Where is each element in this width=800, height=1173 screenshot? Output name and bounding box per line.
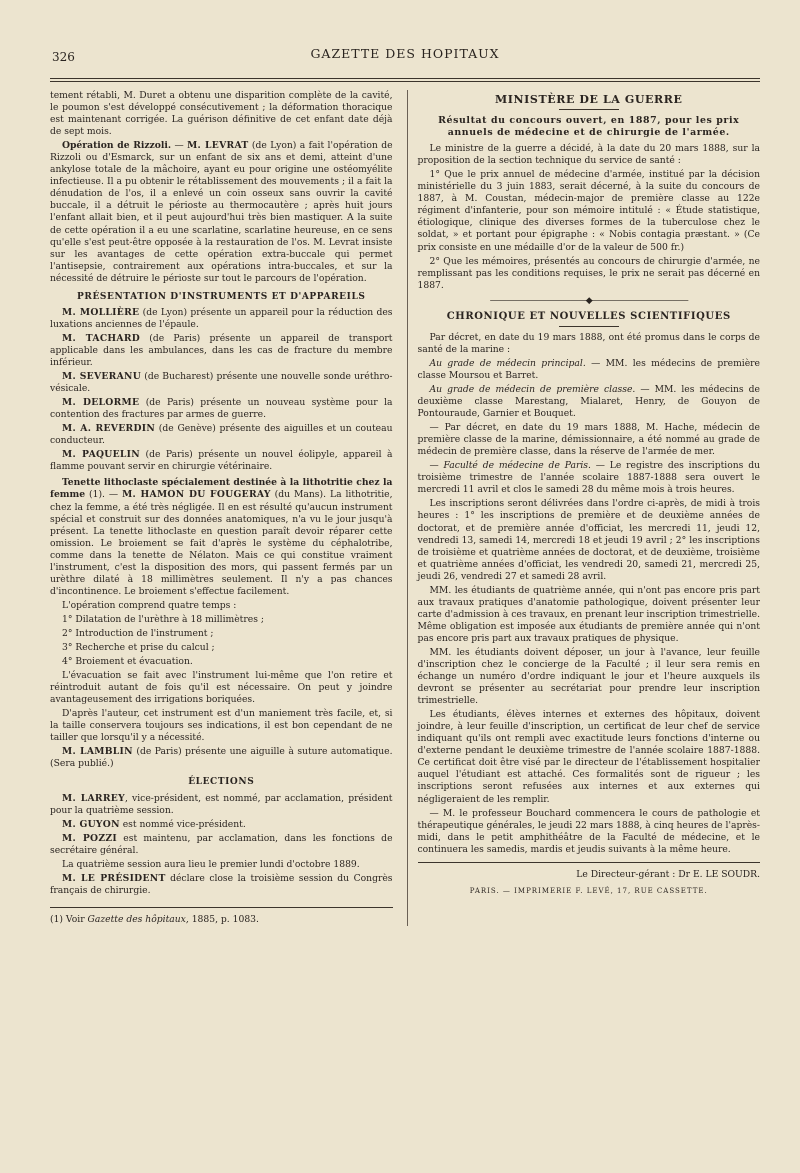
header-rule <box>50 78 760 82</box>
presentation-item <box>50 423 393 447</box>
rizzoli-paragraph: Opération de Rizzoli. — M. LEVRAT (de Lyon) a fait l'opération de Rizzoli ou d'Esmarck, sur un enfant de six ans et demi, atteint d'une ankylose totale de la mâchoire, ayant eu pour origine une ostéomyélite infectieuse. Il a pu obtenir le rétablissement des mouvements ; il a fait la dénudation de l'os, il a enlevé un coin osseux sans ouvrir la cavité buccale, il a détruit le périoste au thermocautère ; après huit jours l'enfant allait bien, et il peut aujourd'hui très bien mastiquer. A la suite de cette opération il a eu une scarlatine, scarlatine heureuse, en ce sens qu'elle s'est peut-être opposée à la restauration de l'os. M. Levrat insiste sur les avantages de cette opération extra-buccale qui permet l'antisepsie, contrairement aux opérations intra-buccales, et sur la nécessité de détruire le périoste sur tout le parcours de l'opération. <box>50 140 393 284</box>
election-text: est nommé vice-président. <box>119 818 246 830</box>
chronique-heading: Au grade de médecin de première classe. <box>429 383 636 395</box>
tenette-paragraph: Tenette lithoclaste spécialement destinée à la lithotritie chez la femme (1). — M. HAMON DU FOUGERAY (du Mans). La lithotritie, chez la femme, a été très négligée. Il en est résulté qu'aucun instrument spécial et construit sur des données anatomiques, n'a vu le jour jusqu'à présent. La tenette lithoclaste en question paraît devoir réparer cette omission. Le broiement se fait d'après le système du céphalotribe, comme dans la tenette de Nélaton. Mais ce qui constitue vraiment l'instrument, c'est la disposition des mors, qui passent fermés par un urèthre dilaté à 18 millimètres seulement. Il n'y a pas chances d'incontinence. Le broiement s'effectue facilement. <box>50 477 393 597</box>
election-author: M. LARREY <box>62 792 125 804</box>
election-item <box>50 819 393 831</box>
election-author: M. POZZI <box>62 832 117 844</box>
footnote-suffix: 1885, p. 1083. <box>191 913 259 925</box>
president-author: M. LE PRÉSIDENT <box>62 872 166 884</box>
tenette-title: Tenette lithoclaste spécialement destinée à la lithotritie chez la femme <box>50 477 393 501</box>
author-paragraph: D'après l'auteur, cet instrument est d'un maniement très facile, et, si la taille conservera toujours ses indications, il est bon cependant de ne tailler que lorsqu'il y a nécessité. <box>50 708 393 744</box>
president-text: déclare close la troisième session du Congrès français de chirurgie. <box>50 872 393 896</box>
tenette-text: (du Mans). La lithotritie, chez la femme, a été très négligée. Il en est résulté qu'aucun instrument spécial et construit sur des données anatomiques, n'a vu le jour jusqu'à présent. La tenette lithoclaste en question paraît devoir réparer cette omission. Le broiement se fait d'après le système du céphalotribe, comme dans la tenette de Nélaton. Mais ce qui constitue vraiment l'instrument, c'est la disposition des mors, qui passent fermés par un urèthre dilaté à 18 millimètres seulement. Il n'y a pas chances d'incontinence. Le broiement s'effectue facilement. <box>50 489 393 597</box>
concours-paragraph: 1° Que le prix annuel de médecine d'armée, institué par la décision ministérielle du 3 juin 1883, serait décerné, à la suite du concours de 1887, à M. Coustan, médecin-major de première classe au 122e régiment d'infanterie, pour son mémoire intitulé : « Étude statistique, étiologique, clinique des diverses formes de la tuberculose chez le soldat, » et portant pour épigraphe : « Nobis contagia præstant. » (Ce prix consiste en une médaille d'or de la valeur de 500 fr.) <box>417 169 760 253</box>
title-rule <box>559 109 619 110</box>
presentation-item <box>50 449 393 473</box>
page-number: 326 <box>52 50 75 64</box>
lamblin-paragraph <box>50 746 393 770</box>
journal-title: GAZETTE DES HOPITAUX <box>310 46 500 61</box>
election-author: M. GUYON <box>62 818 120 830</box>
tenette-ref: (1). <box>89 489 105 501</box>
election-text: , vice-président, est nommé, par acclamation, président pour la quatrième session. <box>50 792 393 816</box>
presentation-item <box>50 333 393 369</box>
footnote-prefix: (1) Voir <box>50 913 85 925</box>
operation-steps <box>50 600 393 668</box>
chronique-paragraph: MM. les étudiants doivent déposer, un jour à l'avance, leur feuille d'inscription chez le concierge de la Faculté ; il leur sera remis en échange un numéro d'ordre indiquant le jour et l'heure auxquels ils devront se présenter au secrétariat pour prendre leur inscription trimestrielle. <box>417 646 760 707</box>
signature: Le Directeur-gérant : Dr E. LE SOUDR. <box>576 868 760 880</box>
presentation-author: M. DELORME <box>62 397 140 409</box>
presentation-author: M. SEVERANU <box>62 371 142 383</box>
chronique-paragraph: — Faculté de médecine de Paris. — Le registre des inscriptions du troisième trimestre de l'année scolaire 1887-1888 sera ouvert le mercredi 11 avril et clos le samedi 28 du même mois à trois heures. <box>417 460 760 496</box>
operation-intro: L'opération comprend quatre temps : <box>62 599 237 611</box>
lamblin-author: M. LAMBLIN <box>62 746 133 758</box>
title-rule <box>559 326 619 327</box>
concours-paragraph: 2° Que les mémoires, présentés au concours de chirurgie d'armée, ne remplissant pas les conditions requises, le prix ne serait pas décerné en 1887. <box>417 255 760 291</box>
concours-title: Résultat du concours ouvert, en 1887, pour les prix annuels de médecine et de chirurgie de l'armée. <box>438 115 740 139</box>
chronique-heading: Au grade de médecin principal. <box>429 357 586 369</box>
columns <box>50 90 760 926</box>
printer-line: PARIS. — IMPRIMERIE F. LEVÉ, 17, RUE CASSETTE. <box>469 886 708 895</box>
intro-paragraph: tement rétabli, M. Duret a obtenu une disparition complète de la cavité, le poumon s'est développé consécutivement ; la déformation thoracique est maintenant corrigée. La guérison définitive de cet enfant date déjà de sept mois. <box>50 90 393 138</box>
page-header <box>50 40 760 66</box>
concours-paragraph: Le ministre de la guerre a décidé, à la date du 20 mars 1888, sur la proposition de la section technique du service de santé : <box>417 143 760 167</box>
president-paragraph <box>50 873 393 897</box>
presentation-item <box>50 307 393 331</box>
presentation-text: (de Lyon) présente un appareil pour la réduction des luxations anciennes de l'épaule. <box>50 306 393 330</box>
session-paragraph: La quatrième session aura lieu le premier lundi d'octobre 1889. <box>62 858 360 870</box>
presentation-text: (de Paris) présente un appareil de transport applicable dans les ambulances, dans les cas de fracture du membre inférieur. <box>50 332 393 368</box>
chronique-text: — Le registre des inscriptions du troisième trimestre de l'année scolaire 1887-1888 sera ouvert le mercredi 11 avril et clos le samedi 28 du même mois à trois heures. <box>417 460 760 496</box>
operation-step: 3° Recherche et prise du calcul ; <box>62 642 215 654</box>
presentation-title: PRÉSENTATION D'INSTRUMENTS ET D'APPAREILS <box>77 291 366 302</box>
chronique-paragraph: MM. les étudiants de quatrième année, qui n'ont pas encore pris part aux travaux pratiques d'anatomie pathologique, doivent présenter leur carte d'admission à ces travaux, en prenant leur inscription trimestrielle. Même obligation est imposée aux étudiants de première année qui n'ont pas encore pris part aux travaux pratiques de physique. <box>417 584 760 644</box>
footnote <box>50 907 393 926</box>
presentation-author: M. PAQUELIN <box>62 449 140 461</box>
left-column <box>50 90 393 926</box>
operation-step: 2° Introduction de l'instrument ; <box>62 627 214 639</box>
election-item <box>50 833 393 857</box>
presentation-author: M. TACHARD <box>62 332 141 344</box>
presentation-text: (de Paris) présente un nouvel éolipyle, appareil à flamme pouvant servir en chirurgie vétérinaire. <box>50 449 393 473</box>
presentation-author: M. A. REVERDIN <box>62 423 156 435</box>
chronique-paragraph: Par décret, en date du 19 mars 1888, ont été promus dans le corps de santé de la marine : <box>417 331 760 355</box>
tenette-author: M. HAMON DU FOUGERAY <box>122 489 271 501</box>
signature-rule <box>418 862 761 863</box>
presentation-item <box>50 397 393 421</box>
evacuation-paragraph: L'évacuation se fait avec l'instrument lui-même que l'on retire et réintroduit autant de fois qu'il est nécessaire. On peut y joindre avantageusement des irrigations boriquées. <box>50 670 393 706</box>
rizzoli-title: Opération de Rizzoli. <box>62 140 172 152</box>
election-text: est maintenu, par acclamation, dans les fonctions de secrétaire général. <box>50 832 393 856</box>
chronique-paragraph: Les étudiants, élèves internes et externes des hôpitaux, doivent joindre, à leur feuille d'inscription, un certificat de leur chef de service indiquant qu'ils ont rempli avec exactitude leurs fonctions d'interne ou d'externe pendant le deuxième trimestre de l'année scolaire 1887-1888. Ce certificat doit être visé par le directeur de l'établissement hospitalier auquel l'étudiant est attaché. Ces formalités sont de rigueur ; les inscriptions seront refusées aux internes et aux externes qui négligeraient de les remplir. <box>417 709 760 805</box>
footnote-journal: Gazette des hôpitaux, <box>87 913 189 925</box>
operation-step: 4° Broiement et évacuation. <box>62 656 193 668</box>
chronique-paragraph: — Par décret, en date du 19 mars 1888, M. Hache, médecin de première classe de la marine, démissionnaire, a été nommé au grade de médecin de première classe, dans la réserve de l'armée de mer. <box>417 422 760 458</box>
ministry-title: MINISTÈRE DE LA GUERRE <box>495 93 683 106</box>
presentation-author: M. MOLLIÈRE <box>62 306 140 318</box>
chronique-heading: Faculté de médecine de Paris. <box>443 460 591 472</box>
presentation-text: (de Bucharest) présente une nouvelle sonde uréthro-vésicale. <box>50 371 393 395</box>
chronique-paragraph <box>418 384 761 420</box>
chronique-paragraph: Les inscriptions seront délivrées dans l'ordre ci-après, de midi à trois heures : 1° les inscriptions de première et de deuxième années de doctorat, et de première année d'officiat, les mercredi 11, jeudi 12, vendredi 13, samedi 14, mercredi 18 et jeudi 19 avril ; 2° les inscriptions de troisième et quatrième années de doctorat, et de deuxième, troisième et quatrième années d'officiat, les vendredi 20, samedi 21, mercredi 25, jeudi 26, vendredi 27 et samedi 28 avril. <box>417 498 760 582</box>
rizzoli-author: M. LEVRAT <box>187 140 249 152</box>
presentation-item <box>50 371 393 395</box>
presentation-text: (de Paris) présente un nouveau système pour la contention des fractures par armes de guerre. <box>50 397 393 421</box>
election-item <box>50 793 393 817</box>
chronique-paragraph <box>418 358 761 382</box>
lamblin-text: (de Paris) présente une aiguille à suture automatique. (Sera publié.) <box>50 746 393 770</box>
presentation-text: (de Genève) présente des aiguilles et un couteau conducteur. <box>50 423 393 447</box>
chronique-title: CHRONIQUE ET NOUVELLES SCIENTIFIQUES <box>446 310 731 322</box>
elections-title: ÉLECTIONS <box>188 777 255 788</box>
chronique-paragraph: — M. le professeur Bouchard commencera le cours de pathologie et thérapeutique générales, le jeudi 22 mars 1888, à cinq heures de l'après-midi, dans le petit amphithéâtre de la Faculté de médecine, et le continuera les samedis, mardis et jeudis suivants à la même heure. <box>417 807 760 855</box>
right-column <box>407 90 761 926</box>
operation-step: 1° Dilatation de l'urèthre à 18 millimètres ; <box>62 613 264 625</box>
chronique-text: — MM. les médecins de deuxième classe Marestang, Mialaret, Henry, de Gouyon de Pontouraude, Garnier et Bouquet. <box>417 383 760 420</box>
rizzoli-text: (de Lyon) a fait l'opération de Rizzoli ou d'Esmarck, sur un enfant de six ans et demi, atteint d'une ankylose totale de la mâchoire, ayant eu pour origine une ostéomyélite infectieuse. Il a pu obtenir le rétablissement des mouvements ; il a fait la dénudation de l'os, il a enlevé un coin osseux sans ouvrir la cavité buccale, il a détruit le périoste au thermocautère ; après huit jours l'enfant allait bien, et il peut aujourd'hui très bien mastiquer. A la suite de cette opération il a eu une scarlatine, scarlatine heureuse, en ce sens qu'elle s'est peut-être opposée à la restauration de l'os. M. Levrat insiste sur les avantages de cette opération extra-buccale qui permet l'antisepsie, contrairement aux opérations intra-buccales, et sur la nécessité de détruire le périoste sur tout le parcours de l'opération. <box>50 140 393 284</box>
chronique-text: — MM. les médecins de première classe Moursou et Barret. <box>417 357 760 381</box>
ornament-rule: ————————————◆———————————— <box>489 295 688 306</box>
